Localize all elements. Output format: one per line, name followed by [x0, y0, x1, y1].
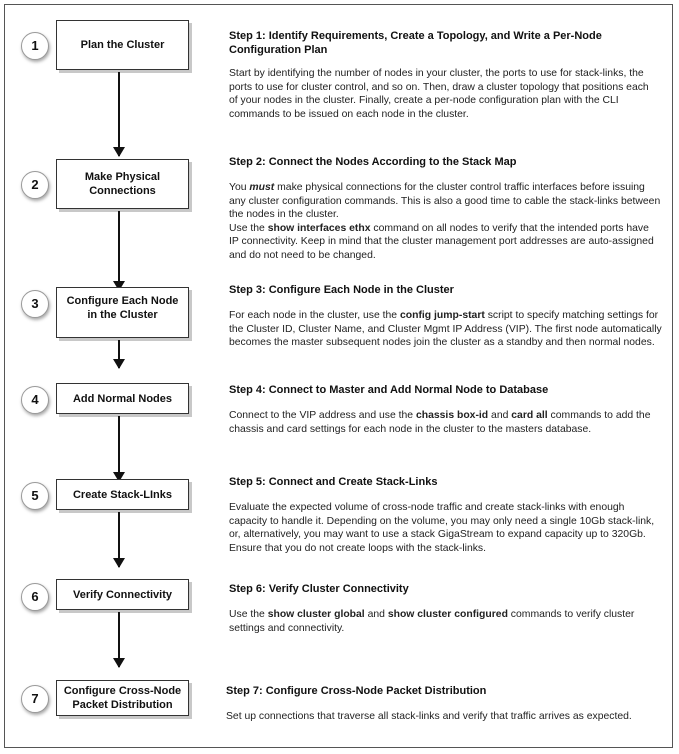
step-7-title [226, 684, 656, 698]
step-6-box [56, 579, 189, 610]
step-6-number-badge: 6 [21, 583, 49, 611]
step-2-box [56, 159, 189, 209]
step-6-title [229, 582, 659, 596]
step-2-title-line-1: Step 2: Connect the Nodes According to the Stack Map [229, 156, 517, 168]
step-5-title [229, 475, 659, 489]
step-4-box-label: Add Normal Nodes [72, 392, 172, 405]
step-2-number-badge: 2 [21, 171, 49, 199]
step-1-box-label: Plan the Cluster [80, 39, 165, 51]
step-5-description: Evaluate the expected volume of cross-node traffic and create stack-links with enough capacity to handle it. Depending on the volume, you may only need a single 10Gb stack-link, or, alternatively, you may want to use a stack GigaStream to expand capacity up to 320Gb. Ensure that you do not create loops with the stack-links. [229, 502, 655, 554]
arrow-2-to-3 [118, 211, 120, 290]
step-2-paragraph-2: Use the show interfaces ethx command on all nodes to verify that the intended ports have IP connectivity. Keep in mind that the cluster management port addresses are auto-assigned and do not need to be changed. [229, 222, 654, 261]
step-5-box-label: Create Stack-LInks [72, 488, 173, 501]
step-7-box-label: Configure Cross-Node Packet Distribution [63, 685, 182, 711]
step-3-title [229, 283, 659, 297]
step-6-box-label: Verify Connectivity [72, 588, 173, 601]
step-3-description: For each node in the cluster, use the config jump-start script to specify matching settings for the Cluster ID, Cluster Name, and Cluster Mgmt IP Address (VIP). The first node automatically becomes the master subsequent nodes join the cluster as a standby and then normal nodes. [229, 310, 662, 349]
step-3-box [56, 287, 189, 338]
step-1-title [229, 29, 659, 57]
arrow-5-to-6 [118, 512, 120, 567]
step-4-number-badge: 4 [21, 386, 49, 414]
step-7-box [56, 680, 189, 716]
arrow-1-to-2 [118, 72, 120, 156]
step-3-box-label: Configure Each Node in the Cluster [66, 294, 179, 321]
step-2-box-label: Make Physical Connections [84, 171, 161, 197]
step-6-description: Use the show cluster global and show cluster configured commands to verify cluster settings and connectivity. [229, 609, 635, 634]
arrow-6-to-7 [118, 612, 120, 667]
step-1-number-badge: 1 [21, 32, 49, 60]
step-2-paragraph-1: You must make physical connections for the cluster control traffic interfaces before issuing any cluster configuration commands. This is also a good time to cable the stack-links between the nodes in the cluster. [229, 182, 661, 221]
step-3-title-line-1: Step 3: Configure Each Node in the Cluster [229, 284, 454, 296]
step-1-title-line-2: Configuration Plan [229, 44, 328, 56]
step-7-title-line-1: Step 7: Configure Cross-Node Packet Distribution [226, 685, 487, 697]
step-3-number-badge: 3 [21, 290, 49, 318]
step-4-box [56, 383, 189, 414]
step-1-description: Start by identifying the number of nodes in your cluster, the ports to use for stack-links, the ports to use for cluster control, and so on. Then, draw a cluster topology that positions each of your nodes in the cluster. Finally, create a per-node configuration plan with the CLI commands to be issued on each node in the cluster. [229, 68, 649, 120]
step-6-title-line-1: Step 6: Verify Cluster Connectivity [229, 583, 409, 595]
step-7-number-badge: 7 [21, 685, 49, 713]
step-5-number-badge: 5 [21, 482, 49, 510]
arrow-3-to-4 [118, 340, 120, 368]
step-5-title-line-1: Step 5: Connect and Create Stack-Links [229, 476, 438, 488]
step-7-description: Set up connections that traverse all stack-links and verify that traffic arrives as expected. [226, 711, 632, 722]
step-2-title [229, 155, 659, 169]
step-4-description: Connect to the VIP address and use the chassis box-id and card all commands to add the chassis and card settings for each node in the cluster to the masters database. [229, 410, 651, 435]
step-4-title [229, 383, 659, 397]
step-5-box [56, 479, 189, 510]
step-1-box [56, 20, 189, 70]
step-1-title-line-1: Step 1: Identify Requirements, Create a Topology, and Write a Per-Node [229, 30, 602, 42]
arrow-4-to-5 [118, 416, 120, 481]
step-4-title-line-1: Step 4: Connect to Master and Add Normal Node to Database [229, 384, 549, 396]
step-2-description [229, 181, 661, 263]
